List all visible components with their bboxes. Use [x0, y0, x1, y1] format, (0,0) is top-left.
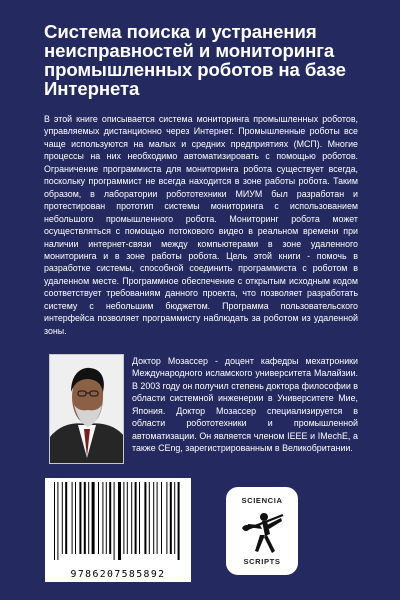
barcode-bar [88, 482, 89, 554]
barcode-bar [123, 482, 124, 554]
barcode-bar [135, 482, 137, 554]
publisher-emblem-icon [238, 507, 290, 555]
barcode-bar [118, 482, 121, 560]
barcode-bar [139, 482, 140, 554]
isbn-number: 9786207585892 [70, 569, 166, 580]
barcode-bar [106, 482, 107, 554]
barcode-bar [178, 482, 180, 560]
publisher-logo [226, 487, 298, 575]
publisher-name-bottom: SCRIPTS [243, 557, 281, 566]
barcode-bar [144, 482, 146, 554]
barcode-bar [98, 482, 99, 554]
barcode-bar [72, 482, 73, 554]
barcode-bar [149, 482, 150, 554]
author-biography: Доктор Мозассер - доцент кафедры мехатроники Международного исламского университета Малайзии. В 2003 году он получил степень доктора философии в области системной инженерии в Университете Мие, Япония. Доктор Мозассер специализируется в области робототехники и промышленной автоматизации. Он является членом IEEE и IMechE, а также CEng, зарегистрированным в Великобритании. [132, 356, 358, 454]
barcode-bar [62, 482, 63, 554]
barcode-bar [114, 482, 115, 560]
barcode-bar [65, 482, 67, 554]
publisher-name-top: SCIENCIA [241, 496, 283, 505]
barcode [45, 478, 191, 582]
book-description: В этой книге описывается система мониторинга промышленных роботов, управляемых дистанционно через Интернет. Промышленные роботы все чаще используются на малых и средних предприятиях (МСП). Многие процессы на них необходимо автоматизировать с помощью роботов. Ограничение программиста для мониторинга робота существует всегда, поскольку программист не всегда находится в зоне работы робота. Таким образом, в лаборатории робототехники МИУМ был разработан и протестирован прототип системы мониторинга с использованием небольшого промышленного робота. Мониторинг робота может осуществляться с помощью потокового видео в реальном времени при наличии интернет-связи между компьютерами в зоне удаленного мониторинга и в зоне работы робота. Цель этой книги - помочь в разработке системы, способной соединить программиста с роботом в удаленном месте. Программное обеспечение с открытым исходным кодом соответствует требованиям данного проекта, что позволяет разработать систему с небольшим бюджетом. Программа пользовательского интерфейса позволяет программисту наблюдать за роботом из удаленной зоны. [44, 114, 358, 336]
author-photo [49, 354, 124, 464]
barcode-bars-icon [49, 482, 187, 560]
barcode-bar [84, 482, 86, 554]
book-title: Система поиска и устранения неисправностей и мониторинга промышленных роботов на базе Интернета [44, 21, 346, 99]
barcode-bar [170, 482, 172, 554]
barcode-bar [161, 482, 162, 554]
barcode-bar [79, 482, 81, 554]
barcode-bar [54, 482, 55, 560]
barcode-bar [109, 482, 111, 554]
barcode-bar [92, 482, 95, 554]
barcode-bar [174, 482, 175, 554]
barcode-bar [153, 482, 154, 554]
author-portrait-icon [50, 355, 124, 464]
barcode-bar [166, 482, 167, 554]
barcode-bar [75, 482, 76, 554]
barcode-bar [157, 482, 158, 554]
barcode-bar [127, 482, 128, 554]
barcode-bar [131, 482, 132, 554]
barcode-bar [57, 482, 58, 560]
barcode-bar [102, 482, 103, 554]
